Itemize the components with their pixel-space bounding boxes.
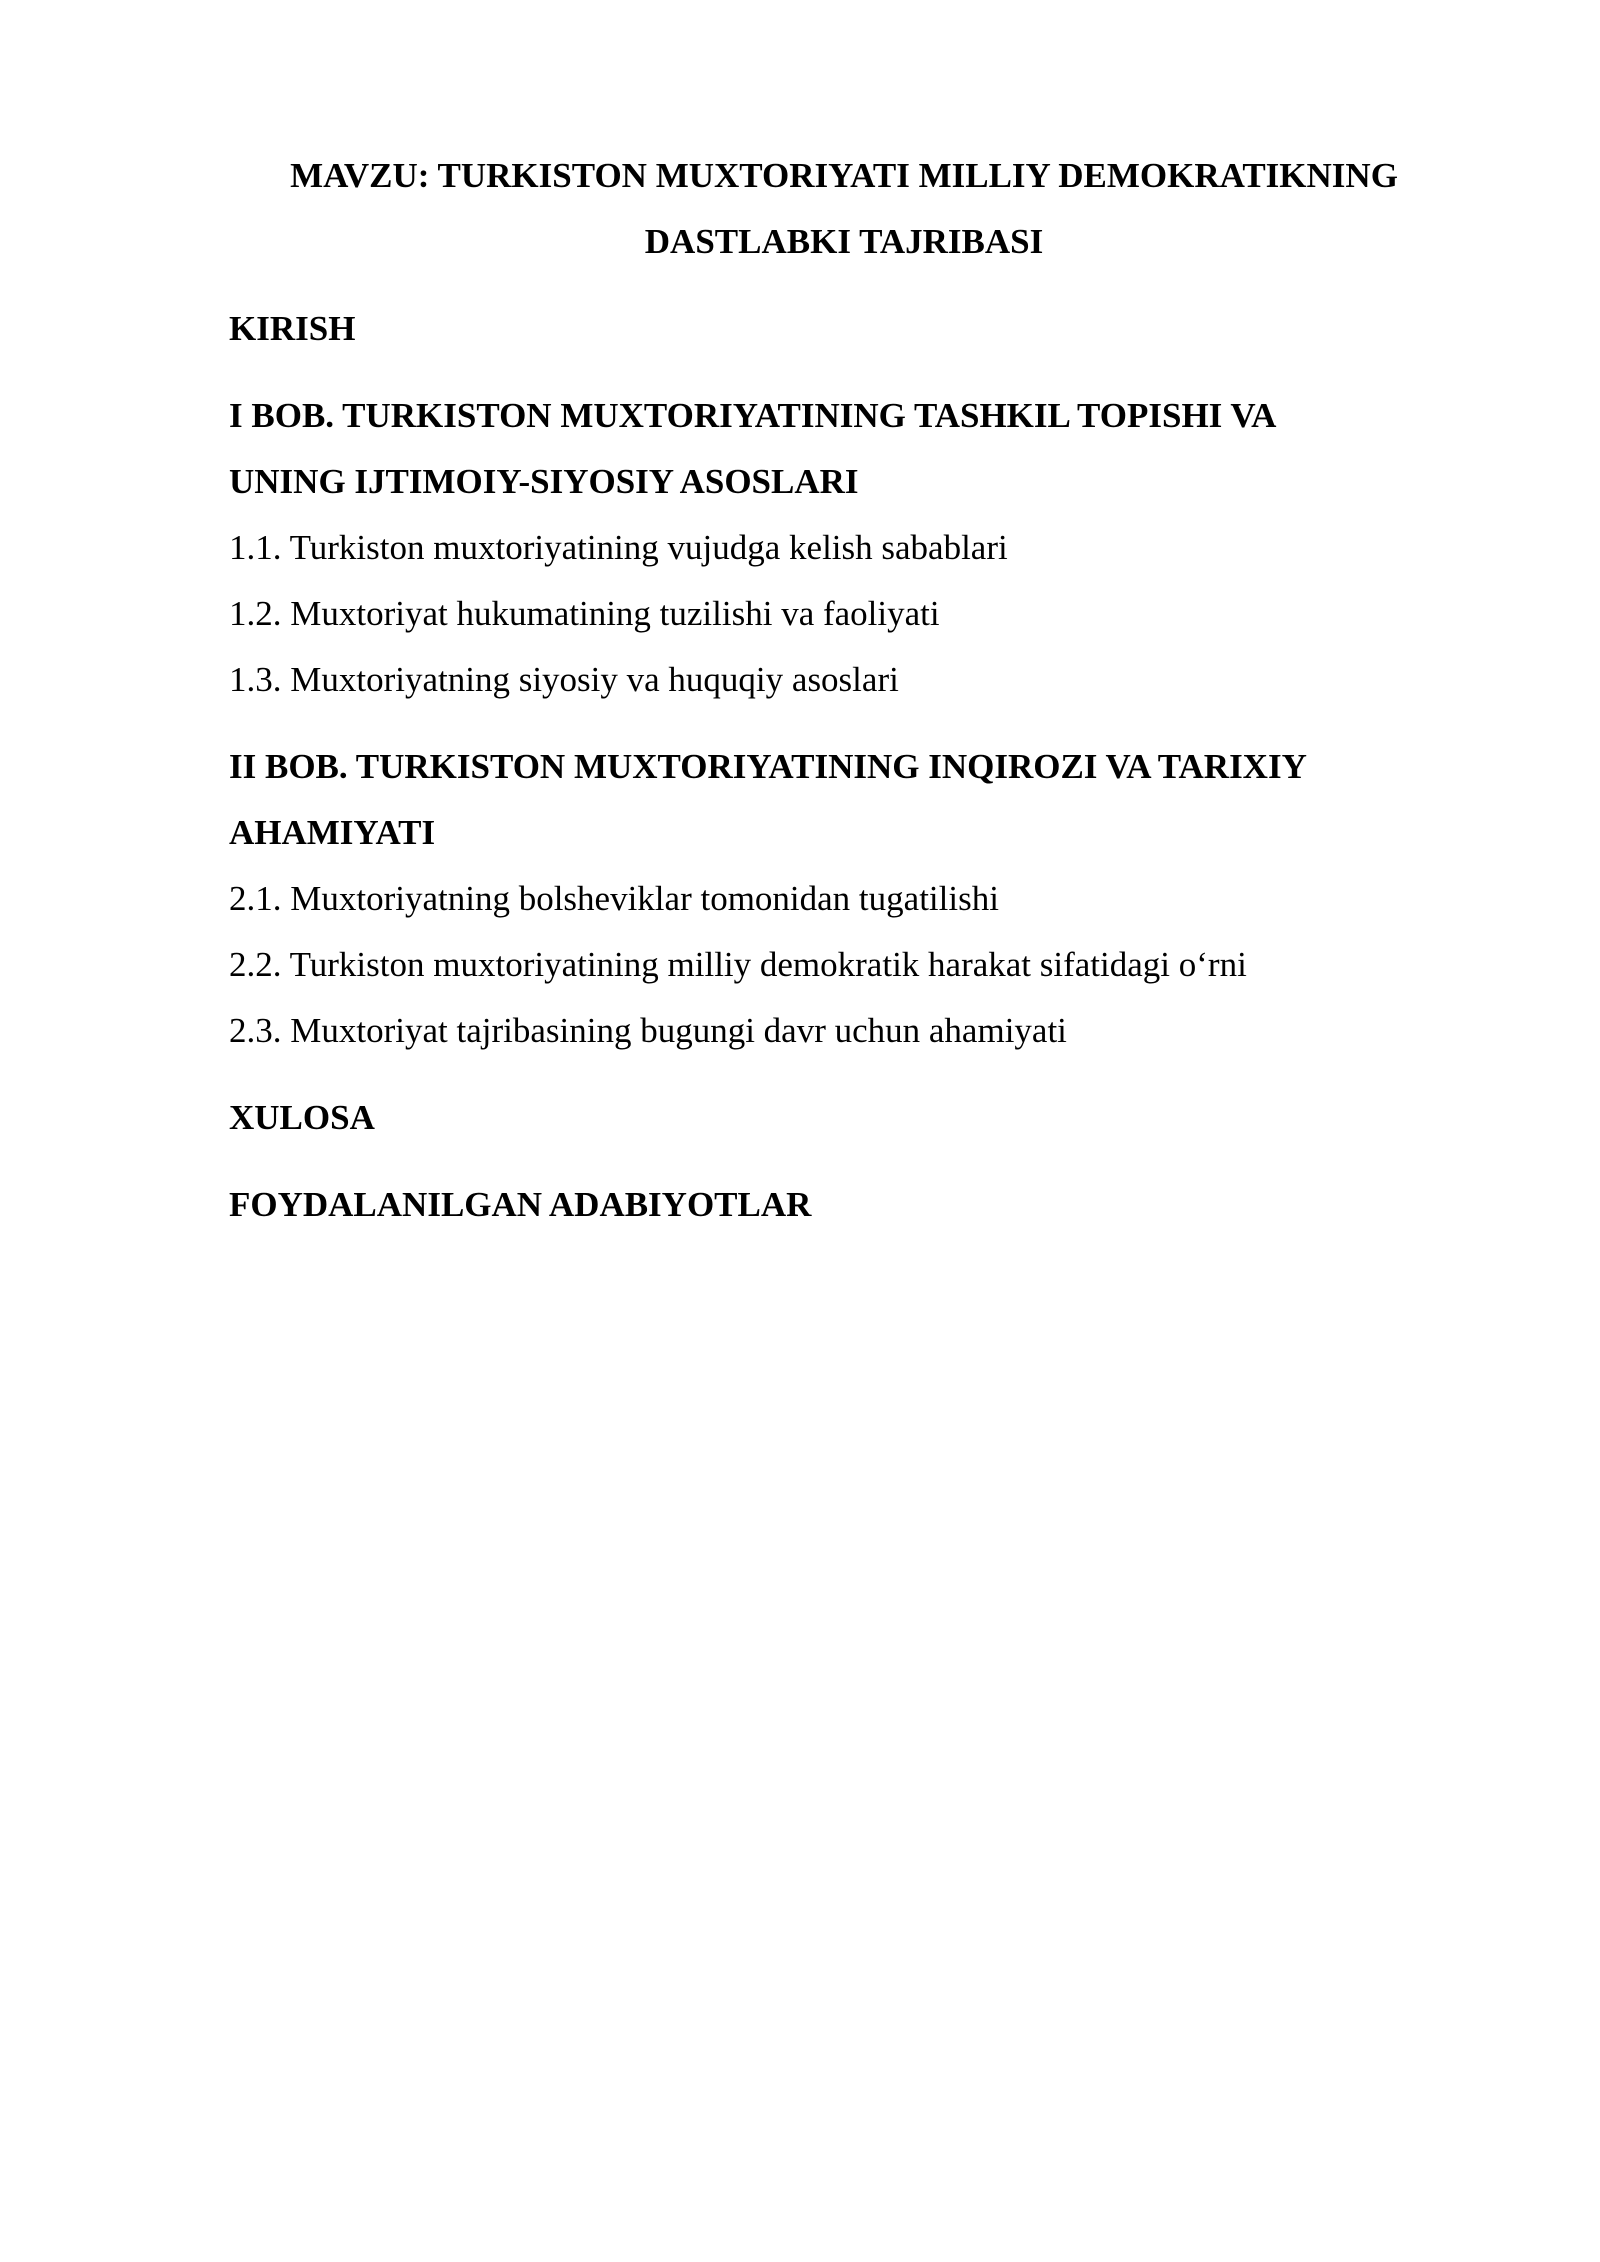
toc-chapter-1-heading-line-1: I BOB. TURKISTON MUXTORIYATINING TASHKIL TOPISHI VA: [229, 396, 1277, 435]
toc-chapter-2-heading-line-2: AHAMIYATI: [229, 813, 436, 852]
page-content: [229, 143, 1459, 1238]
document-title-line-1: MAVZU: TURKISTON MUXTORIYATI MILLIY DEMOKRATIKNING: [290, 156, 1398, 195]
document-title-line-2: DASTLABKI TAJRIBASI: [644, 222, 1044, 261]
toc-chapter-1-heading: [229, 383, 1459, 515]
toc-subsection-2-1: 2.1. Muxtoriyatning bolsheviklar tomonidan tugatilishi: [229, 879, 999, 918]
toc-chapter-2-heading-line-1: II BOB. TURKISTON MUXTORIYATINING INQIROZI VA TARIXIY: [229, 747, 1307, 786]
toc-subsection-2-2: 2.2. Turkiston muxtoriyatining milliy demokratik harakat sifatidagi o‘rni: [229, 945, 1247, 984]
toc-subsection-1-1: 1.1. Turkiston muxtoriyatining vujudga kelish sabablari: [229, 528, 1008, 567]
table-of-contents: [229, 296, 1459, 1238]
toc-subsection-1-2: 1.2. Muxtoriyat hukumatining tuzilishi va faoliyati: [229, 594, 940, 633]
toc-chapter-1-heading-line-2: UNING IJTIMOIY-SIYOSIY ASOSLARI: [229, 462, 859, 501]
toc-conclusion: XULOSA: [229, 1098, 375, 1137]
toc-subsection-1-3: 1.3. Muxtoriyatning siyosiy va huquqiy asoslari: [229, 660, 899, 699]
toc-subsection-2-3: 2.3. Muxtoriyat tajribasining bugungi davr uchun ahamiyati: [229, 1011, 1067, 1050]
toc-introduction: KIRISH: [229, 309, 356, 348]
toc-references: FOYDALANILGAN ADABIYOTLAR: [229, 1185, 812, 1224]
document-title: [229, 143, 1459, 275]
toc-chapter-2-heading: [229, 734, 1459, 866]
